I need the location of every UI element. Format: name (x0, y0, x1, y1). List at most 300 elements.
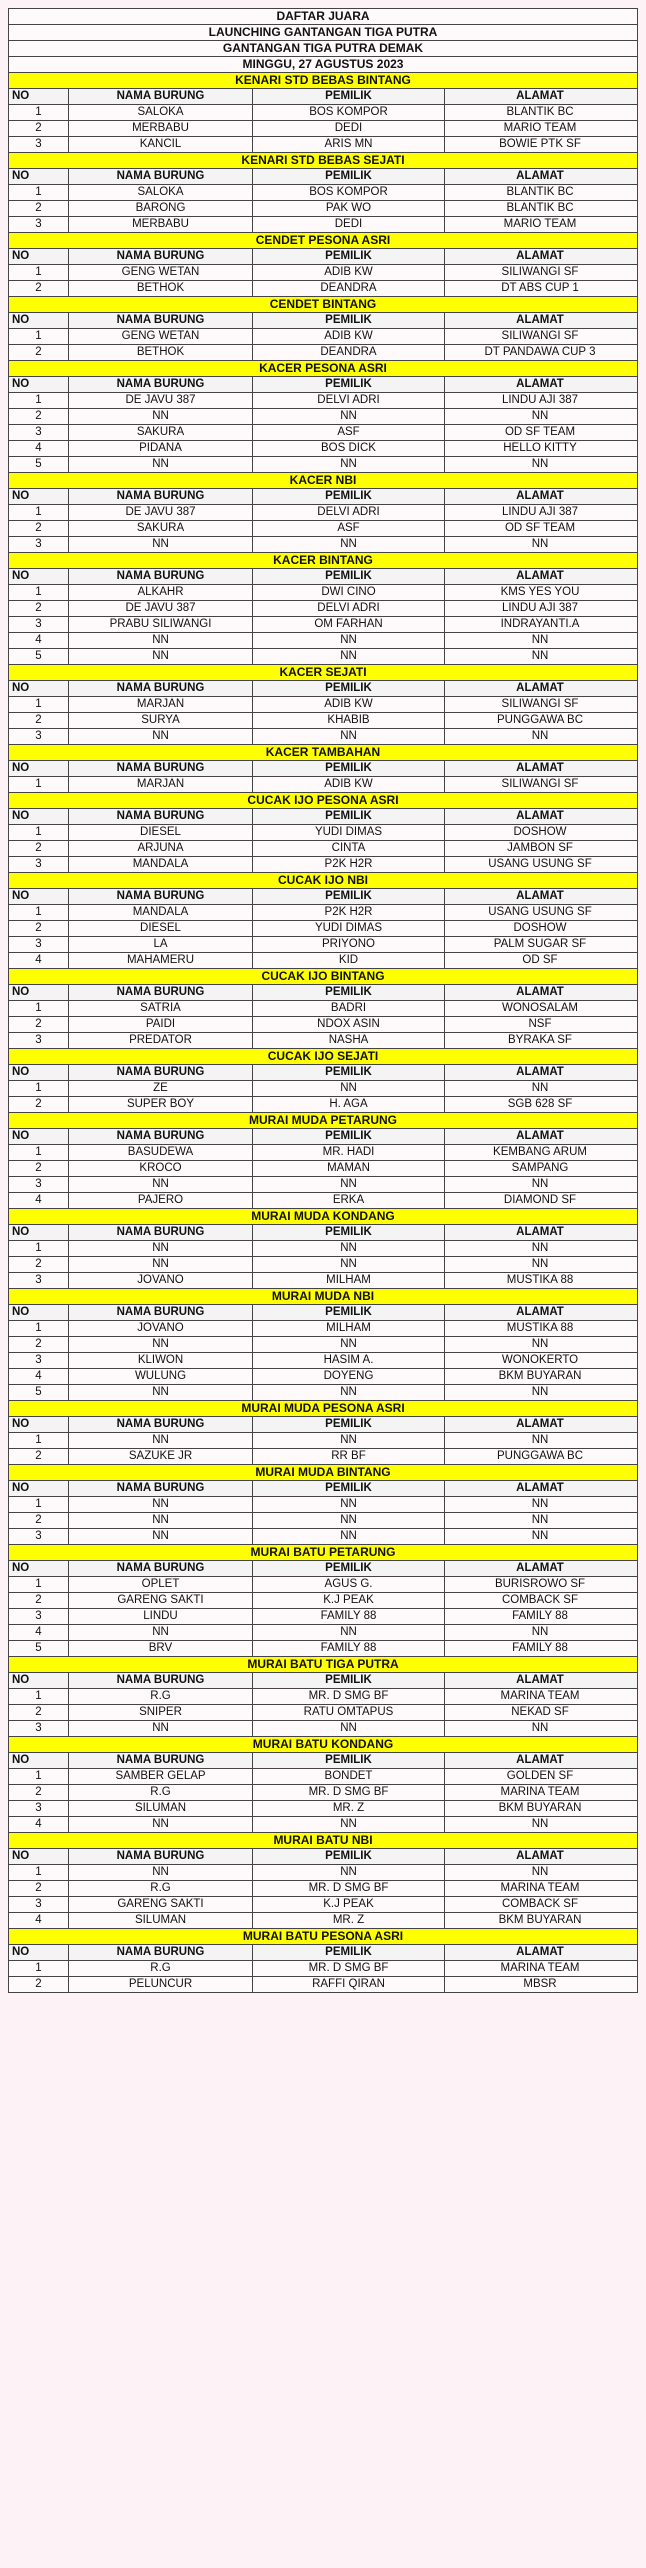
address-cell: BLANTIK BC (506, 202, 574, 214)
owner-cell: BOS DICK (253, 441, 445, 456)
bird-name-cell: KLIWON (69, 1353, 253, 1368)
bird-name-cell: SILUMAN (69, 1801, 253, 1816)
column-header-bird: NAMA BURUNG (69, 249, 253, 264)
column-header-no: NO (9, 985, 69, 1000)
rank-cell: 3 (9, 1529, 69, 1544)
category-title: CUCAK IJO NBI (9, 873, 637, 889)
rank-cell: 1 (9, 1689, 69, 1704)
rank-cell: 1 (9, 1433, 69, 1448)
rank-cell: 5 (9, 457, 69, 472)
bird-name-cell: SAKURA (69, 425, 253, 440)
column-header-address: ALAMAT (516, 810, 564, 822)
category-title: MURAI BATU PESONA ASRI (9, 1929, 637, 1945)
table-row (9, 1721, 637, 1737)
owner-cell: OM FARHAN (253, 617, 445, 632)
column-header-address: ALAMAT (516, 1226, 564, 1238)
category-title: CENDET PESONA ASRI (9, 233, 637, 249)
column-header-address: ALAMAT (516, 1418, 564, 1430)
rank-cell: 3 (9, 425, 69, 440)
table-header-row (9, 1481, 637, 1497)
table-row (9, 649, 637, 665)
table-row (9, 121, 637, 137)
table-row (9, 1337, 637, 1353)
bird-name-cell: MERBABU (69, 121, 253, 136)
category-title: MURAI BATU NBI (9, 1833, 637, 1849)
address-cell: INDRAYANTI.A (500, 618, 580, 630)
column-header-no: NO (9, 1417, 69, 1432)
table-row (9, 1769, 637, 1785)
category-title: MURAI BATU KONDANG (9, 1737, 637, 1753)
owner-cell: ARIS MN (253, 137, 445, 152)
table-row (9, 1641, 637, 1657)
table-row (9, 1801, 637, 1817)
address-cell: MARINA TEAM (500, 1690, 580, 1702)
bird-name-cell: NN (69, 1257, 253, 1272)
column-header-no: NO (9, 1945, 69, 1960)
owner-cell: ADIB KW (253, 265, 445, 280)
column-header-no: NO (9, 681, 69, 696)
table-row (9, 265, 637, 281)
rank-cell: 2 (9, 1161, 69, 1176)
address-cell: PUNGGAWA BC (496, 714, 584, 726)
table-row (9, 1513, 637, 1529)
bird-name-cell: ARJUNA (69, 841, 253, 856)
table-header-row (9, 313, 637, 329)
event-name: LAUNCHING GANTANGAN TIGA PUTRA (9, 25, 637, 41)
table-header-row (9, 569, 637, 585)
bird-name-cell: SALOKA (69, 185, 253, 200)
owner-cell: ADIB KW (253, 697, 445, 712)
sections-container (9, 73, 637, 1993)
column-header-owner: PEMILIK (253, 569, 445, 584)
column-header-owner: PEMILIK (253, 1945, 445, 1960)
rank-cell: 1 (9, 1769, 69, 1784)
column-header-no: NO (9, 249, 69, 264)
owner-cell: BOS KOMPOR (253, 185, 445, 200)
column-header-no: NO (9, 89, 69, 104)
address-cell: NN (531, 1082, 549, 1094)
address-cell: NN (531, 1514, 549, 1526)
column-header-address: ALAMAT (516, 762, 564, 774)
category-section (9, 1545, 637, 1657)
address-cell: DT PANDAWA CUP 3 (484, 346, 596, 358)
column-header-address: ALAMAT (516, 90, 564, 102)
address-cell: BOWIE PTK SF (499, 138, 581, 150)
owner-cell: MR. D SMG BF (253, 1881, 445, 1896)
rank-cell: 3 (9, 217, 69, 232)
column-header-bird: NAMA BURUNG (69, 889, 253, 904)
address-cell: WONOKERTO (501, 1354, 579, 1366)
table-row (9, 1913, 637, 1929)
column-header-owner: PEMILIK (253, 89, 445, 104)
address-cell: NN (531, 1338, 549, 1350)
column-header-no: NO (9, 1129, 69, 1144)
owner-cell: NN (253, 729, 445, 744)
rank-cell: 2 (9, 521, 69, 536)
owner-cell: NN (253, 1241, 445, 1256)
column-header-owner: PEMILIK (253, 1849, 445, 1864)
rank-cell: 5 (9, 1385, 69, 1400)
bird-name-cell: NN (69, 1497, 253, 1512)
rank-cell: 1 (9, 329, 69, 344)
address-cell: NN (531, 1626, 549, 1638)
column-header-owner: PEMILIK (253, 1305, 445, 1320)
column-header-address: ALAMAT (516, 1946, 564, 1958)
address-cell: NN (531, 730, 549, 742)
column-header-bird: NAMA BURUNG (69, 1945, 253, 1960)
owner-cell: MR. D SMG BF (253, 1785, 445, 1800)
owner-cell: DOYENG (253, 1369, 445, 1384)
table-header-row (9, 761, 637, 777)
table-row (9, 617, 637, 633)
rank-cell: 2 (9, 201, 69, 216)
category-section (9, 361, 637, 473)
event-date: MINGGU, 27 AGUSTUS 2023 (9, 57, 637, 73)
column-header-bird: NAMA BURUNG (69, 1225, 253, 1240)
rank-cell: 4 (9, 441, 69, 456)
bird-name-cell: SAKURA (69, 521, 253, 536)
table-row (9, 1433, 637, 1449)
rank-cell: 4 (9, 1625, 69, 1640)
doc-title: DAFTAR JUARA (9, 8, 637, 25)
column-header-bird: NAMA BURUNG (69, 1753, 253, 1768)
owner-cell: RR BF (253, 1449, 445, 1464)
rank-cell: 1 (9, 505, 69, 520)
column-header-bird: NAMA BURUNG (69, 313, 253, 328)
rank-cell: 4 (9, 1817, 69, 1832)
table-row (9, 585, 637, 601)
category-section (9, 1401, 637, 1465)
bird-name-cell: MARJAN (69, 697, 253, 712)
rank-cell: 1 (9, 265, 69, 280)
rank-cell: 3 (9, 1033, 69, 1048)
column-header-bird: NAMA BURUNG (69, 489, 253, 504)
rank-cell: 1 (9, 777, 69, 792)
bird-name-cell: NN (69, 1385, 253, 1400)
bird-name-cell: NN (69, 1241, 253, 1256)
rank-cell: 3 (9, 937, 69, 952)
owner-cell: FAMILY 88 (253, 1641, 445, 1656)
rank-cell: 1 (9, 185, 69, 200)
owner-cell: KHABIB (253, 713, 445, 728)
address-cell: KEMBANG ARUM (493, 1146, 587, 1158)
column-header-no: NO (9, 489, 69, 504)
owner-cell: PRIYONO (253, 937, 445, 952)
address-cell: NN (531, 1434, 549, 1446)
address-cell: NEKAD SF (511, 1706, 569, 1718)
table-row (9, 1257, 637, 1273)
owner-cell: MAMAN (253, 1161, 445, 1176)
column-header-address: ALAMAT (516, 1850, 564, 1862)
rank-cell: 1 (9, 1865, 69, 1880)
rank-cell: 4 (9, 1193, 69, 1208)
column-header-bird: NAMA BURUNG (69, 985, 253, 1000)
bird-name-cell: NN (69, 633, 253, 648)
table-row (9, 1193, 637, 1209)
table-header-row (9, 1225, 637, 1241)
column-header-no: NO (9, 377, 69, 392)
column-header-address: ALAMAT (516, 1306, 564, 1318)
table-row (9, 1881, 637, 1897)
table-row (9, 1177, 637, 1193)
column-header-bird: NAMA BURUNG (69, 89, 253, 104)
address-cell: LINDU AJI 387 (501, 394, 579, 406)
bird-name-cell: R.G (69, 1785, 253, 1800)
owner-cell: NN (253, 1433, 445, 1448)
table-row (9, 329, 637, 345)
table-row (9, 1273, 637, 1289)
owner-cell: RATU OMTAPUS (253, 1705, 445, 1720)
category-section (9, 1465, 637, 1545)
table-header-row (9, 1753, 637, 1769)
table-row (9, 1817, 637, 1833)
bird-name-cell: ALKAHR (69, 585, 253, 600)
column-header-address: ALAMAT (516, 250, 564, 262)
owner-cell: NN (253, 1513, 445, 1528)
category-title: MURAI BATU PETARUNG (9, 1545, 637, 1561)
column-header-address: ALAMAT (516, 570, 564, 582)
column-header-bird: NAMA BURUNG (69, 1305, 253, 1320)
bird-name-cell: NN (69, 1529, 253, 1544)
column-header-no: NO (9, 569, 69, 584)
table-row (9, 425, 637, 441)
table-row (9, 1017, 637, 1033)
bird-name-cell: NN (69, 1177, 253, 1192)
table-row (9, 1705, 637, 1721)
table-row (9, 1689, 637, 1705)
bird-name-cell: NN (69, 649, 253, 664)
owner-cell: BONDET (253, 1769, 445, 1784)
address-cell: NN (531, 410, 549, 422)
category-title: KACER TAMBAHAN (9, 745, 637, 761)
owner-cell: NN (253, 1497, 445, 1512)
category-section (9, 1833, 637, 1929)
address-cell: MUSTIKA 88 (506, 1322, 574, 1334)
table-row (9, 217, 637, 233)
rank-cell: 5 (9, 1641, 69, 1656)
address-cell: DIAMOND SF (503, 1194, 577, 1206)
owner-cell: BADRI (253, 1001, 445, 1016)
address-cell: NN (531, 1722, 549, 1734)
owner-cell: MR. Z (253, 1801, 445, 1816)
column-header-no: NO (9, 889, 69, 904)
bird-name-cell: SNIPER (69, 1705, 253, 1720)
category-title: KACER BINTANG (9, 553, 637, 569)
category-section (9, 1929, 637, 1993)
owner-cell: DELVI ADRI (253, 601, 445, 616)
owner-cell: NN (253, 1817, 445, 1832)
rank-cell: 2 (9, 1705, 69, 1720)
address-cell: NN (531, 1866, 549, 1878)
rank-cell: 3 (9, 1177, 69, 1192)
owner-cell: RAFFI QIRAN (253, 1977, 445, 1992)
address-cell: FAMILY 88 (512, 1610, 568, 1622)
bird-name-cell: R.G (69, 1689, 253, 1704)
table-header-row (9, 1065, 637, 1081)
bird-name-cell: DE JAVU 387 (69, 505, 253, 520)
owner-cell: AGUS G. (253, 1577, 445, 1592)
address-cell: OD SF (522, 954, 558, 966)
address-cell: BKM BUYARAN (498, 1802, 582, 1814)
rank-cell: 3 (9, 137, 69, 152)
address-cell: PUNGGAWA BC (496, 1450, 584, 1462)
owner-cell: FAMILY 88 (253, 1609, 445, 1624)
column-header-owner: PEMILIK (253, 249, 445, 264)
address-cell: BLANTIK BC (506, 106, 574, 118)
column-header-owner: PEMILIK (253, 1065, 445, 1080)
table-row (9, 1385, 637, 1401)
rank-cell: 2 (9, 1513, 69, 1528)
rank-cell: 2 (9, 281, 69, 296)
category-title: KENARI STD BEBAS SEJATI (9, 153, 637, 169)
category-section (9, 1049, 637, 1113)
rank-cell: 2 (9, 409, 69, 424)
address-cell: MARINA TEAM (500, 1786, 580, 1798)
table-row (9, 1961, 637, 1977)
table-row (9, 777, 637, 793)
rank-cell: 3 (9, 729, 69, 744)
category-title: MURAI MUDA PESONA ASRI (9, 1401, 637, 1417)
table-row (9, 137, 637, 153)
address-cell: SILIWANGI SF (501, 778, 579, 790)
rank-cell: 1 (9, 825, 69, 840)
address-cell: DT ABS CUP 1 (501, 282, 579, 294)
category-title: CUCAK IJO BINTANG (9, 969, 637, 985)
table-row (9, 1161, 637, 1177)
rank-cell: 2 (9, 1881, 69, 1896)
column-header-address: ALAMAT (516, 490, 564, 502)
owner-cell: ADIB KW (253, 329, 445, 344)
rank-cell: 1 (9, 1321, 69, 1336)
owner-cell: NN (253, 1177, 445, 1192)
column-header-bird: NAMA BURUNG (69, 569, 253, 584)
bird-name-cell: JOVANO (69, 1273, 253, 1288)
table-row (9, 537, 637, 553)
owner-cell: P2K H2R (253, 905, 445, 920)
rank-cell: 1 (9, 585, 69, 600)
address-cell: NSF (528, 1018, 552, 1030)
column-header-owner: PEMILIK (253, 1225, 445, 1240)
bird-name-cell: MANDALA (69, 857, 253, 872)
column-header-no: NO (9, 761, 69, 776)
bird-name-cell: MERBABU (69, 217, 253, 232)
owner-cell: K.J PEAK (253, 1897, 445, 1912)
category-section (9, 73, 637, 153)
column-header-bird: NAMA BURUNG (69, 1673, 253, 1688)
table-row (9, 1497, 637, 1513)
column-header-bird: NAMA BURUNG (69, 681, 253, 696)
rank-cell: 1 (9, 1497, 69, 1512)
address-cell: FAMILY 88 (512, 1642, 568, 1654)
rank-cell: 2 (9, 841, 69, 856)
rank-cell: 4 (9, 953, 69, 968)
address-cell: NN (531, 1498, 549, 1510)
bird-name-cell: SAMBER GELAP (69, 1769, 253, 1784)
column-header-owner: PEMILIK (253, 169, 445, 184)
address-cell: SILIWANGI SF (501, 330, 579, 342)
table-row (9, 921, 637, 937)
category-section (9, 1737, 637, 1833)
column-header-address: ALAMAT (516, 1562, 564, 1574)
bird-name-cell: SALOKA (69, 105, 253, 120)
address-cell: MARINA TEAM (500, 1962, 580, 1974)
owner-cell: YUDI DIMAS (253, 825, 445, 840)
column-header-no: NO (9, 169, 69, 184)
table-row (9, 953, 637, 969)
table-row (9, 713, 637, 729)
bird-name-cell: R.G (69, 1961, 253, 1976)
address-cell: NN (531, 1242, 549, 1254)
address-cell: BURISROWO SF (494, 1578, 586, 1590)
owner-cell: H. AGA (253, 1097, 445, 1112)
column-header-bird: NAMA BURUNG (69, 761, 253, 776)
rank-cell: 1 (9, 105, 69, 120)
column-header-address: ALAMAT (516, 986, 564, 998)
rank-cell: 4 (9, 1369, 69, 1384)
bird-name-cell: SILUMAN (69, 1913, 253, 1928)
address-cell: OD SF TEAM (504, 522, 576, 534)
owner-cell: DWI CINO (253, 585, 445, 600)
table-row (9, 1033, 637, 1049)
column-header-no: NO (9, 1849, 69, 1864)
owner-cell: NN (253, 457, 445, 472)
rank-cell: 3 (9, 1273, 69, 1288)
table-row (9, 1145, 637, 1161)
bird-name-cell: PREDATOR (69, 1033, 253, 1048)
address-cell: NN (531, 650, 549, 662)
table-row (9, 505, 637, 521)
owner-cell: MILHAM (253, 1321, 445, 1336)
address-cell: NN (531, 1818, 549, 1830)
rank-cell: 2 (9, 345, 69, 360)
table-header-row (9, 889, 637, 905)
column-header-owner: PEMILIK (253, 489, 445, 504)
table-row (9, 633, 637, 649)
bird-name-cell: GENG WETAN (69, 265, 253, 280)
owner-cell: K.J PEAK (253, 1593, 445, 1608)
address-cell: SAMPANG (511, 1162, 569, 1174)
owner-cell: NN (253, 1257, 445, 1272)
rank-cell: 3 (9, 1721, 69, 1736)
column-header-owner: PEMILIK (253, 313, 445, 328)
bird-name-cell: MAHAMERU (69, 953, 253, 968)
bird-name-cell: R.G (69, 1881, 253, 1896)
column-header-address: ALAMAT (516, 1754, 564, 1766)
column-header-no: NO (9, 1673, 69, 1688)
bird-name-cell: DE JAVU 387 (69, 393, 253, 408)
column-header-address: ALAMAT (516, 1130, 564, 1142)
owner-cell: MR. HADI (253, 1145, 445, 1160)
column-header-owner: PEMILIK (253, 681, 445, 696)
bird-name-cell: KANCIL (69, 137, 253, 152)
bird-name-cell: PELUNCUR (69, 1977, 253, 1992)
column-header-address: ALAMAT (516, 170, 564, 182)
rank-cell: 3 (9, 617, 69, 632)
category-title: MURAI MUDA NBI (9, 1289, 637, 1305)
table-row (9, 1593, 637, 1609)
table-row (9, 1321, 637, 1337)
rank-cell: 2 (9, 1449, 69, 1464)
table-header-row (9, 89, 637, 105)
bird-name-cell: NN (69, 537, 253, 552)
column-header-address: ALAMAT (516, 378, 564, 390)
owner-cell: ADIB KW (253, 777, 445, 792)
table-row (9, 441, 637, 457)
category-section (9, 1657, 637, 1737)
owner-cell: DEDI (253, 217, 445, 232)
table-row (9, 841, 637, 857)
bird-name-cell: WULUNG (69, 1369, 253, 1384)
